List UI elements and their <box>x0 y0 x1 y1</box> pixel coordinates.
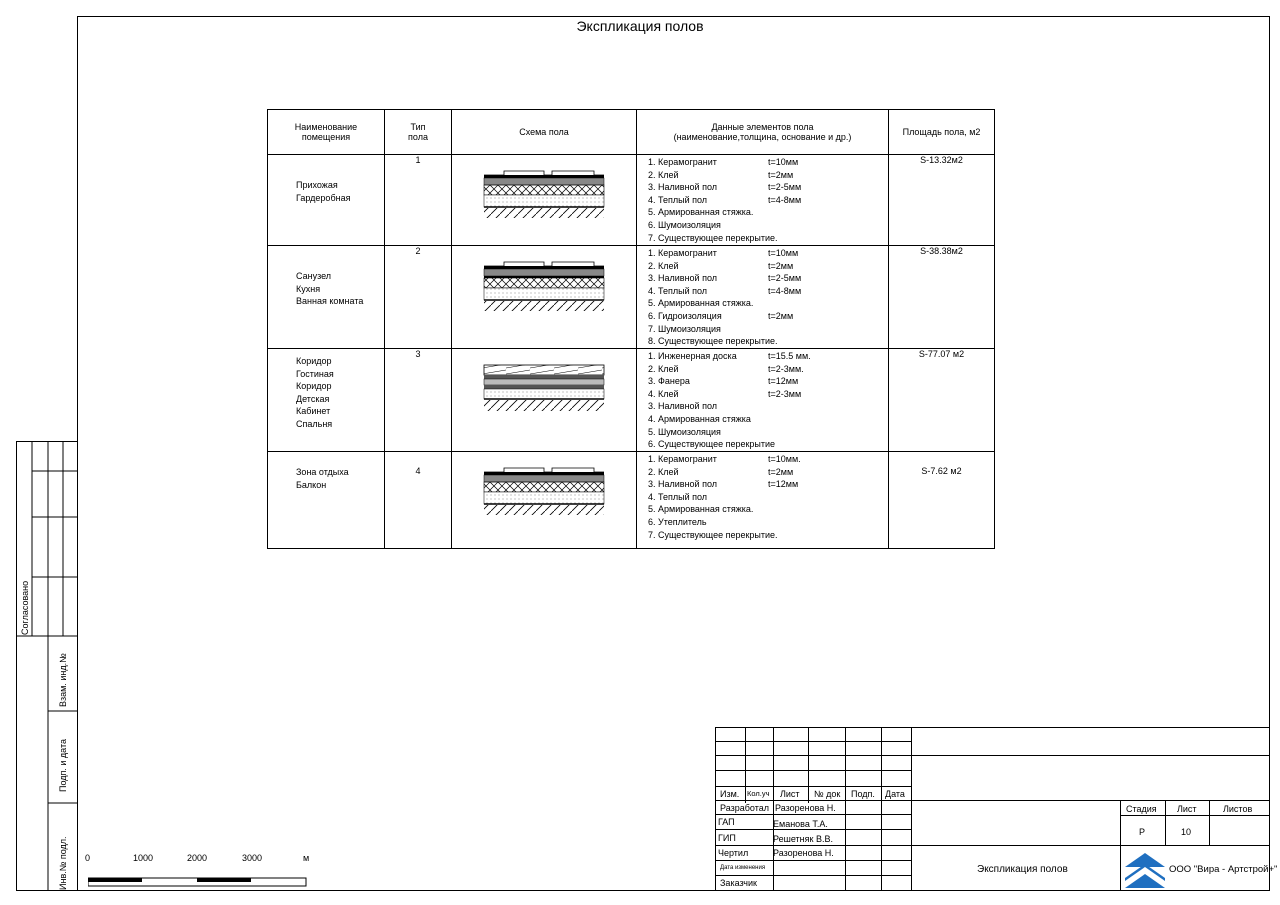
layer-name: 2. Клей <box>648 260 679 271</box>
layer-thickness: t=10мм <box>768 157 799 167</box>
layer-name: 5. Армированная стяжка. <box>648 504 754 515</box>
scale-tick: 1000 <box>133 853 154 863</box>
tb-line <box>745 727 746 803</box>
room-name: Гостиная <box>296 368 334 379</box>
inv-label: Инв.№ подл. <box>58 836 68 890</box>
layer-thickness <box>768 516 888 529</box>
floor-explication-table <box>267 109 995 549</box>
scale-tick: 3000 <box>242 853 263 863</box>
scheme-cell <box>452 246 637 349</box>
area-cell: S-38.38м2 <box>889 246 995 349</box>
col-kol: Кол.уч <box>747 789 770 798</box>
tb-line <box>715 814 911 815</box>
data-cell <box>637 246 889 349</box>
tb-line <box>715 770 911 771</box>
tb-line <box>773 727 774 891</box>
scale-unit: м <box>303 853 310 863</box>
table-row <box>268 349 995 452</box>
tb-line <box>715 845 1270 846</box>
table-row <box>268 246 995 349</box>
layer-name: 3. Наливной пол <box>648 401 718 412</box>
data-cell <box>637 349 889 452</box>
drawing-title: Экспликация полов <box>977 864 1068 875</box>
col-sign: Подп. <box>851 789 875 799</box>
layer-name: 3. Наливной пол <box>648 182 718 193</box>
stage-value: Р <box>1139 827 1146 837</box>
floor-scheme-4 <box>482 466 606 534</box>
layer-thickness <box>768 503 888 516</box>
layer-name: 1. Керамогранит <box>648 248 717 258</box>
layer-name: 1. Керамогранит <box>648 454 717 464</box>
room-cell <box>268 349 385 452</box>
table-header-row <box>268 110 995 155</box>
data-cell <box>637 452 889 549</box>
sheet-label: Лист <box>1177 804 1197 814</box>
layer-name: 2. Клей <box>648 466 679 477</box>
tb-line <box>881 727 882 891</box>
layer-thickness <box>768 323 888 336</box>
col-izm: Изм. <box>720 789 740 799</box>
layer-name: 7. Существующее перекрытие. <box>648 232 778 243</box>
room-cell <box>268 155 385 246</box>
layer-thickness: t=2-3мм <box>768 388 802 399</box>
type-cell: 4 <box>385 452 452 549</box>
scheme-cell <box>452 452 637 549</box>
role-drawn: Чертил <box>718 848 749 858</box>
page-title: Экспликация полов <box>576 18 704 34</box>
tb-line <box>715 890 1270 891</box>
replace-label: Взам. инд.№ <box>58 653 68 707</box>
company-logo-icon <box>1123 848 1167 890</box>
tb-line <box>715 741 911 742</box>
tb-line <box>715 727 1270 728</box>
header-type <box>385 110 452 155</box>
layer-name: 2. Клей <box>648 363 679 374</box>
room-name: Балкон <box>296 479 327 490</box>
tb-line <box>1209 800 1210 845</box>
layer-thickness <box>768 206 888 219</box>
area-cell: S-7.62 м2 <box>889 452 995 549</box>
sheets-label: Листов <box>1223 804 1253 814</box>
layer-thickness: t=15.5 мм. <box>768 351 811 361</box>
layer-name: 7. Шумоизоляция <box>648 323 721 334</box>
col-date: Дата <box>885 789 905 799</box>
tb-line <box>808 727 809 803</box>
layer-thickness: t=2мм <box>768 260 794 271</box>
layer-thickness: t=10мм. <box>768 454 801 464</box>
layer-thickness <box>768 219 888 232</box>
layer-name: 4. Теплый пол <box>648 491 708 502</box>
layer-thickness: t=2-5мм <box>768 273 802 284</box>
left-stamp <box>16 441 77 891</box>
floor-scheme-1 <box>482 169 606 237</box>
tb-line <box>715 755 1270 756</box>
header-type-line: пола <box>408 132 428 142</box>
layer-thickness <box>768 297 888 310</box>
tb-line <box>1120 815 1270 816</box>
header-room-line: Наименование <box>294 122 358 132</box>
layer-thickness <box>768 232 888 245</box>
layer-name: 3. Наливной пол <box>648 273 718 284</box>
role-gap: ГАП <box>718 817 735 827</box>
layer-name: 2. Клей <box>648 169 679 180</box>
layer-thickness: t=2мм <box>768 466 794 477</box>
data-cell <box>637 155 889 246</box>
layer-thickness <box>768 426 888 439</box>
header-room-line: помещения <box>301 132 351 142</box>
name-gap: Еманова Т.А. <box>773 819 828 829</box>
area-cell: S-77.07 м2 <box>889 349 995 452</box>
layer-thickness <box>768 491 888 504</box>
type-cell: 1 <box>385 155 452 246</box>
header-data-line: Данные элементов пола <box>711 122 814 132</box>
name-drawn: Разоренова Н. <box>773 848 834 858</box>
layer-thickness: t=2-5мм <box>768 182 802 193</box>
room-name: Коридор <box>296 356 332 366</box>
room-name: Зона отдыха <box>296 467 349 477</box>
role-client: Заказчик <box>720 878 757 888</box>
tb-line <box>845 727 846 891</box>
layer-name: 6. Существующее перекрытие <box>648 439 776 450</box>
sheet-value: 10 <box>1181 827 1192 837</box>
tb-line <box>715 727 716 891</box>
stage-label: Стадия <box>1126 804 1157 814</box>
layer-thickness <box>768 400 888 413</box>
room-name: Кабинет <box>296 406 331 416</box>
table-row <box>268 452 995 549</box>
title-block <box>715 727 1278 891</box>
scheme-cell <box>452 349 637 452</box>
scale-tick: 2000 <box>187 853 208 863</box>
layer-thickness: t=4-8мм <box>768 194 802 205</box>
room-name: Коридор <box>296 381 332 391</box>
layer-thickness <box>768 529 888 542</box>
room-name: Детская <box>296 393 330 404</box>
tb-line <box>1120 800 1121 891</box>
room-name: Прихожая <box>296 180 338 190</box>
role-dev: Разработал <box>720 803 769 813</box>
scheme-cell <box>452 155 637 246</box>
room-name: Кухня <box>296 283 321 294</box>
tb-line <box>1165 800 1166 845</box>
layer-name: 5. Армированная стяжка. <box>648 298 754 309</box>
floor-scheme-2 <box>482 260 606 328</box>
layer-name: 1. Керамогранит <box>648 157 717 167</box>
layer-name: 4. Клей <box>648 388 679 399</box>
layer-name: 4. Теплый пол <box>648 285 708 296</box>
layer-thickness <box>768 335 888 348</box>
agreed-label: Согласовано <box>20 580 30 635</box>
layer-name: 7. Существующее перекрытие. <box>648 529 778 540</box>
layer-thickness: t=12мм <box>768 376 799 387</box>
type-cell: 2 <box>385 246 452 349</box>
tb-line <box>715 786 911 787</box>
header-scheme: Схема пола <box>452 110 637 155</box>
layer-name: 5. Шумоизоляция <box>648 426 721 437</box>
col-list: Лист <box>780 789 800 799</box>
layer-name: 6. Утеплитель <box>648 516 707 527</box>
layer-thickness <box>768 413 888 426</box>
header-type-line: Тип <box>410 122 426 132</box>
header-data <box>637 110 889 155</box>
tb-line <box>715 800 1270 801</box>
header-room <box>268 110 385 155</box>
scale-tick: 0 <box>85 853 91 863</box>
layer-thickness: t=10мм <box>768 248 799 258</box>
tb-line <box>715 875 911 876</box>
name-gip: Решетняк В.В. <box>773 834 833 844</box>
name-dev: Разоренова Н. <box>775 803 836 813</box>
area-cell: S-13.32м2 <box>889 155 995 246</box>
layer-thickness: t=4-8мм <box>768 285 802 296</box>
room-name: Гардеробная <box>296 192 351 203</box>
layer-name: 8. Существующее перекрытие. <box>648 336 778 347</box>
header-data-line: (наименование,толщина, основание и др.) <box>673 132 852 142</box>
room-cell <box>268 246 385 349</box>
tb-line <box>911 727 912 891</box>
layer-thickness: t=2мм <box>768 310 794 321</box>
layer-name: 4. Теплый пол <box>648 194 708 205</box>
table-row <box>268 155 995 246</box>
layer-name: 5. Армированная стяжка. <box>648 207 754 218</box>
room-name: Спальня <box>296 418 333 429</box>
role-gip: ГИП <box>718 833 736 843</box>
layer-thickness: t=2мм <box>768 169 794 180</box>
sign-date-label: Подп. и дата <box>58 738 68 792</box>
layer-name: 6. Шумоизоляция <box>648 219 721 230</box>
company-name: ООО "Вира - Артстрой+" <box>1169 864 1278 875</box>
layer-name: 3. Наливной пол <box>648 479 718 490</box>
scale-graphic <box>88 877 313 889</box>
layer-name: 6. Гидроизоляция <box>648 310 722 321</box>
tb-line <box>715 860 911 861</box>
layer-thickness <box>768 438 888 451</box>
type-cell: 3 <box>385 349 452 452</box>
layer-name: 3. Фанера <box>648 376 690 387</box>
layer-thickness: t=12мм <box>768 479 799 490</box>
header-area: Площадь пола, м2 <box>889 110 995 155</box>
col-doc: № док <box>814 789 841 799</box>
room-name: Ванная комната <box>296 296 364 306</box>
layer-name: 4. Армированная стяжка <box>648 413 751 424</box>
layer-name: 1. Инженерная доска <box>648 351 737 361</box>
role-changed: Дата изменения <box>720 865 766 871</box>
layer-thickness: t=2-3мм. <box>768 363 804 374</box>
floor-scheme-3 <box>482 363 606 431</box>
room-name: Санузел <box>296 271 332 281</box>
room-cell <box>268 452 385 549</box>
